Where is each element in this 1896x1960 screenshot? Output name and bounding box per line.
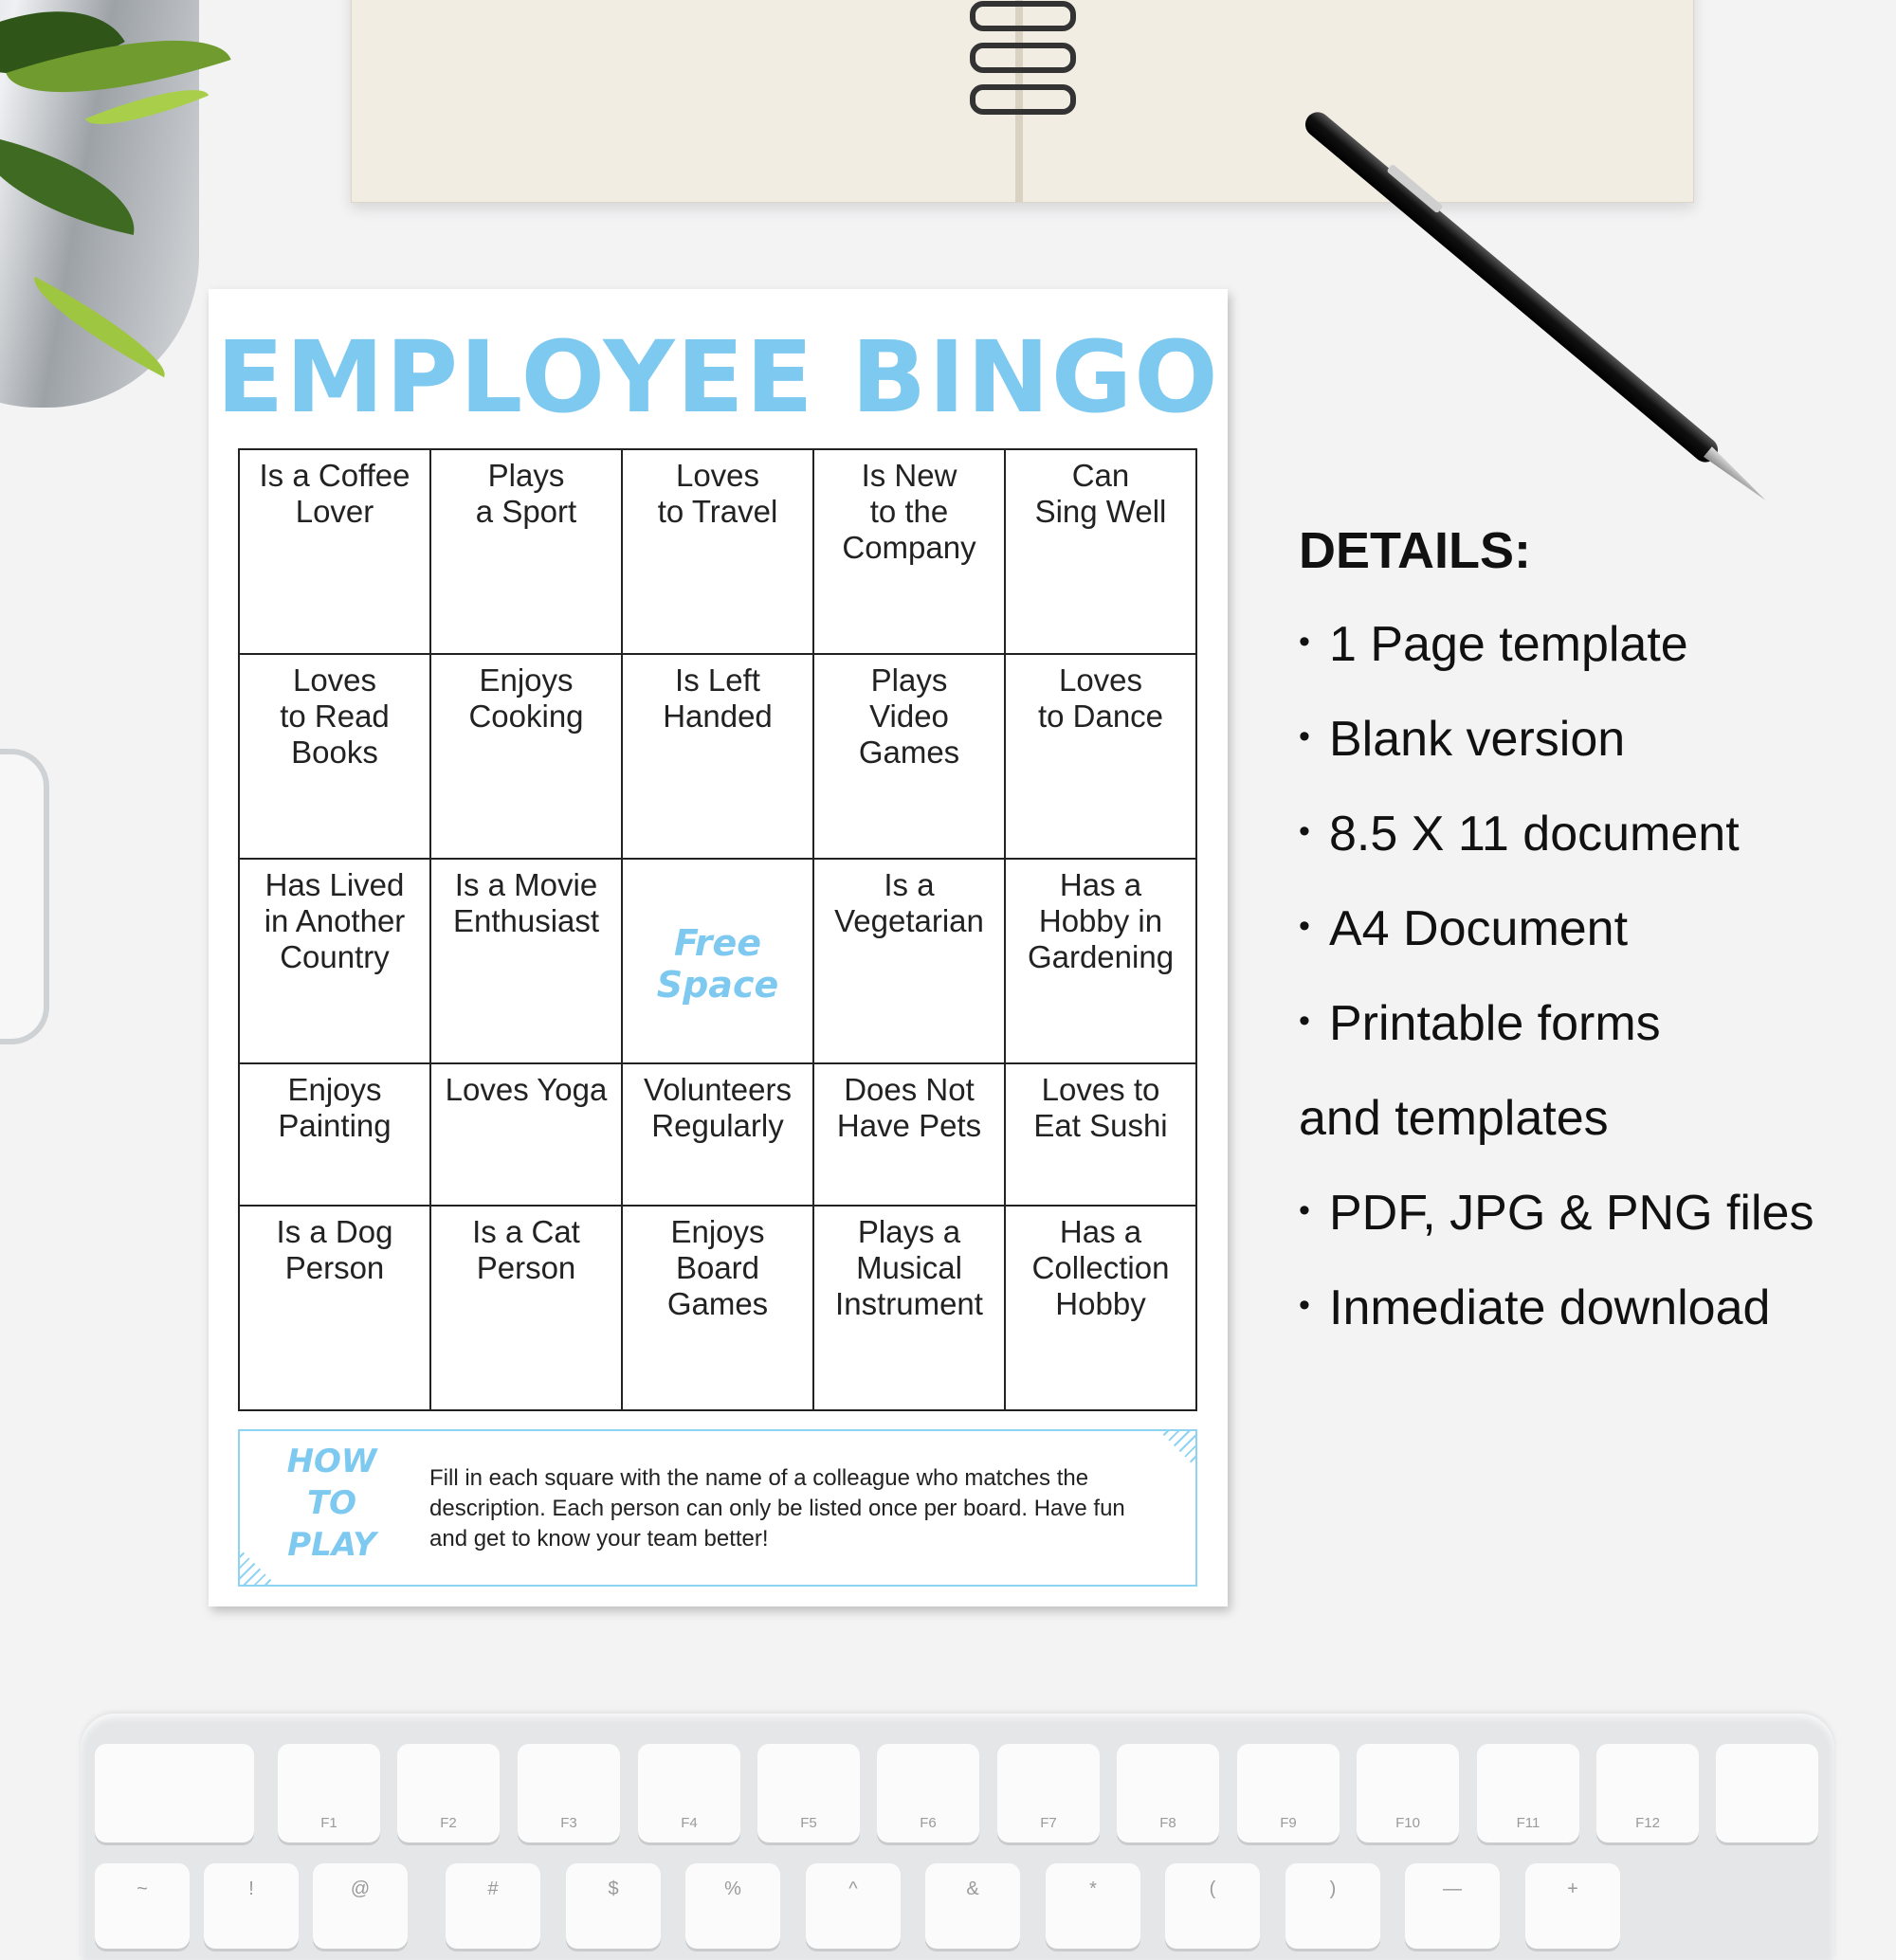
keyboard-key: F4	[638, 1744, 740, 1842]
bingo-row	[239, 654, 1196, 859]
bingo-cell[interactable]: Loves to Dance	[1005, 654, 1196, 859]
bullet-icon: •	[1299, 813, 1310, 850]
keyboard-key: *	[1046, 1863, 1140, 1949]
details-item-text: A4 Document	[1329, 901, 1629, 956]
keyboard-key: F1	[278, 1744, 380, 1842]
bullet-icon: •	[1299, 1192, 1310, 1229]
bingo-sheet	[209, 289, 1228, 1606]
bullet-icon: •	[1299, 908, 1310, 945]
details-item	[1268, 1088, 1814, 1183]
bullet-icon: •	[1299, 1287, 1310, 1324]
bingo-row	[239, 859, 1196, 1063]
keyboard-key: +	[1525, 1863, 1620, 1949]
bingo-cell[interactable]: Plays Video Games	[813, 654, 1005, 859]
phone	[0, 749, 49, 1044]
bingo-cell[interactable]: Is Left Handed	[622, 654, 813, 859]
keyboard-key: F5	[757, 1744, 860, 1842]
bullet-icon: •	[1299, 1003, 1310, 1040]
bingo-cell[interactable]: Loves to Travel	[622, 449, 813, 654]
details-title: DETAILS:	[1299, 522, 1531, 579]
bingo-row	[239, 1063, 1196, 1206]
bullet-icon: •	[1299, 624, 1310, 661]
bingo-cell[interactable]: Enjoys Painting	[239, 1063, 430, 1206]
details-item-text: Blank version	[1329, 712, 1626, 767]
spiral-notebook	[351, 0, 1694, 203]
free-space-cell: Free Space	[622, 859, 813, 1063]
details-item	[1299, 1278, 1814, 1372]
bingo-cell[interactable]: Has a Hobby in Gardening	[1005, 859, 1196, 1063]
bingo-cell[interactable]: Plays a Musical Instrument	[813, 1206, 1005, 1410]
details-item-text: 1 Page template	[1329, 617, 1688, 672]
keyboard-key: )	[1285, 1863, 1380, 1949]
bingo-row	[239, 1206, 1196, 1410]
bingo-cell[interactable]: Plays a Sport	[430, 449, 622, 654]
details-item	[1299, 993, 1814, 1088]
keyboard-key: !	[204, 1863, 299, 1949]
bingo-cell[interactable]: Loves to Read Books	[239, 654, 430, 859]
details-item	[1299, 709, 1814, 804]
keyboard-key: F12	[1596, 1744, 1699, 1842]
details-list	[1299, 614, 1814, 1372]
details-item	[1299, 804, 1814, 898]
details-item-text: 8.5 X 11 document	[1329, 807, 1740, 862]
how-to-play-text: Fill in each square with the name of a colleague who matches the description. Each person can only be listed once per board. Have fun and get to know your team better!	[429, 1465, 1125, 1552]
keyboard-key: &	[925, 1863, 1020, 1949]
how-to-play-box	[238, 1429, 1197, 1587]
bullet-icon: •	[1299, 718, 1310, 755]
details-item	[1299, 614, 1814, 709]
keyboard-key: F9	[1237, 1744, 1340, 1842]
keyboard-key: F7	[997, 1744, 1100, 1842]
keyboard-key: —	[1405, 1863, 1500, 1949]
keyboard-key: F11	[1477, 1744, 1579, 1842]
notebook-ring	[970, 1, 1076, 31]
keyboard-key: F3	[518, 1744, 620, 1842]
bingo-cell[interactable]: Does Not Have Pets	[813, 1063, 1005, 1206]
bingo-cell[interactable]: Can Sing Well	[1005, 449, 1196, 654]
keyboard-key: ~	[95, 1863, 190, 1949]
keyboard-key: F8	[1117, 1744, 1219, 1842]
keyboard-key: $	[566, 1863, 661, 1949]
details-item-text: Printable forms	[1329, 996, 1661, 1051]
bingo-cell[interactable]: Loves Yoga	[430, 1063, 622, 1206]
bingo-cell[interactable]: Has Lived in Another Country	[239, 859, 430, 1063]
bingo-title: EMPLOYEE BINGO	[216, 319, 1220, 435]
bingo-cell[interactable]: Is a Vegetarian	[813, 859, 1005, 1063]
keyboard	[81, 1714, 1834, 1960]
keyboard-key: %	[685, 1863, 780, 1949]
bingo-cell[interactable]: Is New to the Company	[813, 449, 1005, 654]
keyboard-key	[95, 1744, 254, 1842]
notebook-ring	[970, 43, 1076, 73]
bingo-cell[interactable]: Enjoys Board Games	[622, 1206, 813, 1410]
bingo-cell[interactable]: Is a Movie Enthusiast	[430, 859, 622, 1063]
keyboard-key	[1716, 1744, 1818, 1842]
details-item-text: PDF, JPG & PNG files	[1329, 1186, 1814, 1241]
how-to-play-title: HOW TO PLAY	[286, 1443, 377, 1564]
bingo-cell[interactable]: Is a Cat Person	[430, 1206, 622, 1410]
pen-tip	[1704, 446, 1770, 505]
keyboard-key: F6	[877, 1744, 979, 1842]
bingo-cell[interactable]: Is a Coffee Lover	[239, 449, 430, 654]
bingo-row	[239, 449, 1196, 654]
bingo-grid	[238, 448, 1197, 1411]
bingo-cell[interactable]: Is a Dog Person	[239, 1206, 430, 1410]
keyboard-key: (	[1165, 1863, 1260, 1949]
bingo-cell[interactable]: Loves to Eat Sushi	[1005, 1063, 1196, 1206]
details-item-text: and templates	[1299, 1091, 1609, 1146]
details-item-text: Inmediate download	[1329, 1280, 1771, 1335]
keyboard-key: @	[313, 1863, 408, 1949]
keyboard-key: #	[446, 1863, 540, 1949]
keyboard-key: F2	[397, 1744, 500, 1842]
details-item	[1299, 1183, 1814, 1278]
bingo-cell[interactable]: Enjoys Cooking	[430, 654, 622, 859]
details-item	[1299, 898, 1814, 993]
bingo-cell[interactable]: Volunteers Regularly	[622, 1063, 813, 1206]
keyboard-key: F10	[1357, 1744, 1459, 1842]
keyboard-key: ^	[806, 1863, 901, 1949]
bingo-cell[interactable]: Has a Collection Hobby	[1005, 1206, 1196, 1410]
notebook-ring	[970, 84, 1076, 115]
